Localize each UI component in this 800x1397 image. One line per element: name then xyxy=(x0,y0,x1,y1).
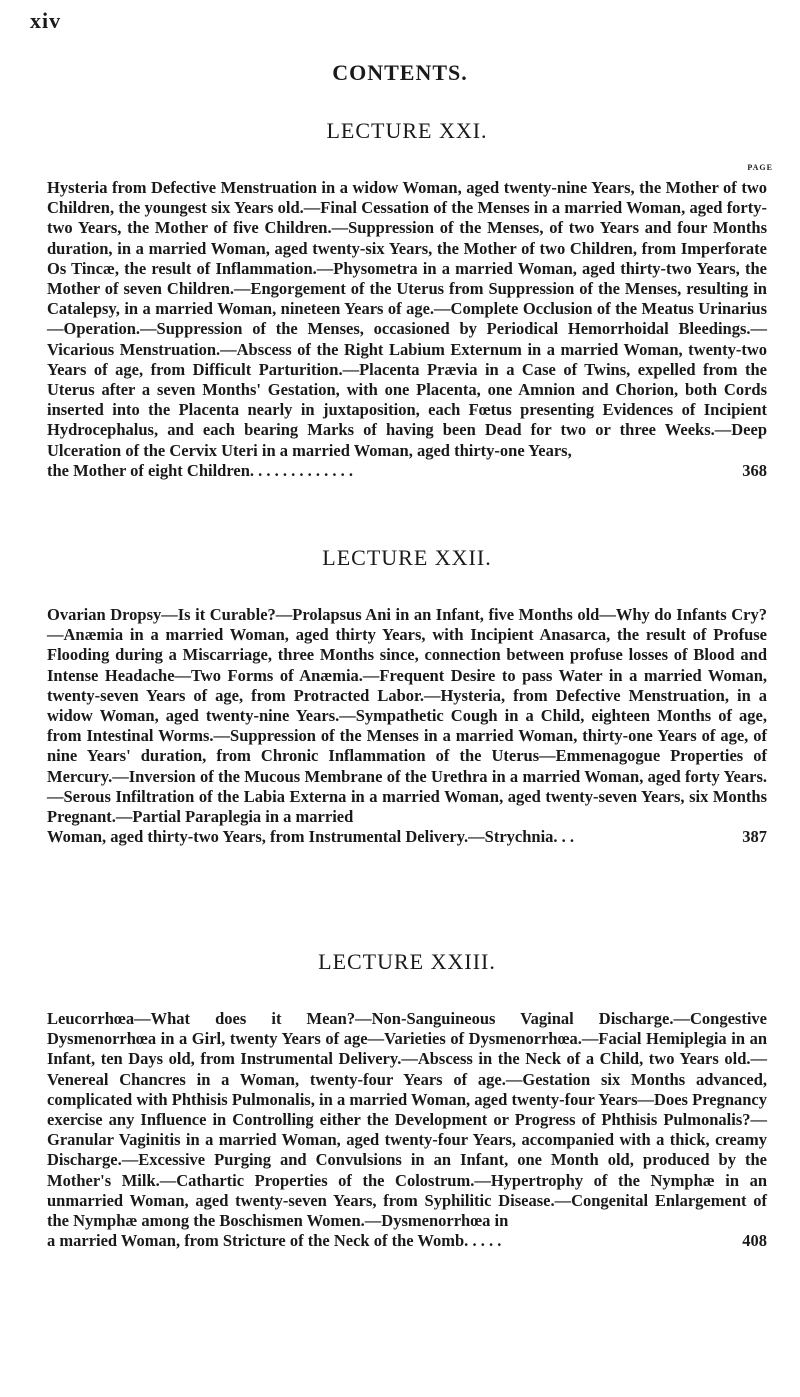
lecture-contents xyxy=(47,178,767,481)
lecture-summary-end: the Mother of eight Children. xyxy=(47,460,254,480)
dot-leader: . . xyxy=(557,827,575,847)
lecture-summary-end: a married Woman, from Stricture of the Neck of the Womb. xyxy=(47,1231,469,1251)
dot-leader: . . . . . . . . . . . . xyxy=(254,460,353,480)
lecture-section xyxy=(47,545,767,847)
page-number: xiv xyxy=(30,8,62,33)
lecture-summary: Hysteria from Defective Menstruation in a widow Woman, aged twenty-nine Years, the Mother of two Children, the youngest six Years old.—Final Cessation of the Menses in a married Woman, aged forty-two Years, the Mother of five Children.—Suppression of the Menses, of two Years and four Months duration, in a married Woman, aged twenty-six Years, the Mother of two Children, from Imperforate Os Tincæ, the result of Inflammation.—Physometra in a married Woman, aged thirty-two Years, the Mother of seven Children.—Engorgement of the Uterus from Suppression of the Menses, resulting in Catalepsy, in a married Woman, nineteen Years of age.—Complete Occlusion of the Meatus Urinarius—Operation.—Suppression of the Menses, occasioned by Periodical Hemorrhoidal Bleedings.—Vicarious Menstruation.—Abscess of the Right Labium Externum in a married Woman, twenty-two Years of age, from Difficult Parturition.—Placenta Prævia in a Case of Twins, expelled from the Uterus after a seven Months' Gestation, with one Placenta, one Amnion and Chorion, both Cords inserted into the Placenta nearly in juxtaposition, each Fœtus presenting Evidences of Incipient Hydrocephalus, and each bearing Marks of having been Dead for two or three Weeks.—Deep Ulceration of the Cervix Uteri in a married Woman, aged thirty-one Years, xyxy=(47,178,767,460)
lecture-last-line xyxy=(47,461,767,481)
page-reference: 368 xyxy=(742,460,767,480)
running-title: CONTENTS. xyxy=(332,60,468,85)
lecture-heading: LECTURE XXIII. xyxy=(318,949,496,974)
lecture-summary: Ovarian Dropsy—Is it Curable?—Prolapsus Ani in an Infant, five Months old—Why do Infants Cry?—Anæmia in a married Woman, aged thirty Years, with Incipient Anasarca, the result of Profuse Flooding during a Miscarriage, three Months since, connection between profuse losses of Blood and Intense Headache—Two Forms of Anæmia.—Frequent Desire to pass Water in a married Woman, twenty-seven Years of age, from Protracted Labor.—Hysteria, from Defective Menstruation, in a widow Woman, aged twenty-nine Years.—Sympathetic Cough in a Child, eighteen Months of age, from Intestinal Worms.—Suppression of the Menses in a married Woman, thirty-one Years of age, of nine Years' duration, from Chronic Inflammation of the Uterus—Emmenagogue Properties of Mercury.—Inversion of the Mucous Membrane of the Urethra in a married Woman, aged forty Years.—Serous Infiltration of the Labia Externa in a married Woman, aged twenty-seven Years, six Months Pregnant.—Partial Paraplegia in a married xyxy=(47,605,767,827)
lecture-contents xyxy=(47,1009,767,1251)
lecture-summary-end: Woman, aged thirty-two Years, from Instrumental Delivery.—Strychnia. xyxy=(47,827,558,847)
lecture-section xyxy=(47,118,773,481)
page-reference: 408 xyxy=(742,1231,767,1251)
page-column-label: PAGE xyxy=(747,163,773,172)
lecture-last-line xyxy=(47,1231,767,1251)
dot-leader: . . . . xyxy=(468,1231,502,1251)
lecture-last-line xyxy=(47,827,767,847)
lecture-contents xyxy=(47,605,767,847)
lecture-section xyxy=(47,949,767,1251)
lecture-summary: Leucorrhœa—What does it Mean?—Non-Sanguineous Vaginal Discharge.—Congestive Dysmenorrhœa in a Girl, twenty Years of age—Varieties of Dysmenorrhœa.—Facial Hemiplegia in an Infant, ten Days old, from Instrumental Delivery.—Abscess in the Neck of a Child, two Years old.—Venereal Chancres in a Woman, twenty-four Years of age.—Gestation six Months advanced, complicated with Phthisis Pulmonalis, in a married Woman, aged twenty-four Years—Does Pregnancy exercise any Influence in Controlling either the Development or Progress of Phthisis Pulmonalis?—Granular Vaginitis in a married Woman, aged twenty-four Years, accompanied with a thick, creamy Discharge.—Excessive Purging and Convulsions in an Infant, one Month old, produced by the Mother's Milk.—Cathartic Properties of the Colostrum.—Hypertrophy of the Nymphæ in an unmarried Woman, aged twenty-seven Years, from Syphilitic Disease.—Congenital Enlargement of the Nymphæ among the Boschismen Women.—Dysmenorrhœa in xyxy=(47,1009,767,1231)
page-reference: 387 xyxy=(742,827,767,847)
lecture-heading: LECTURE XXI. xyxy=(326,118,488,143)
lecture-heading: LECTURE XXII. xyxy=(322,545,492,570)
